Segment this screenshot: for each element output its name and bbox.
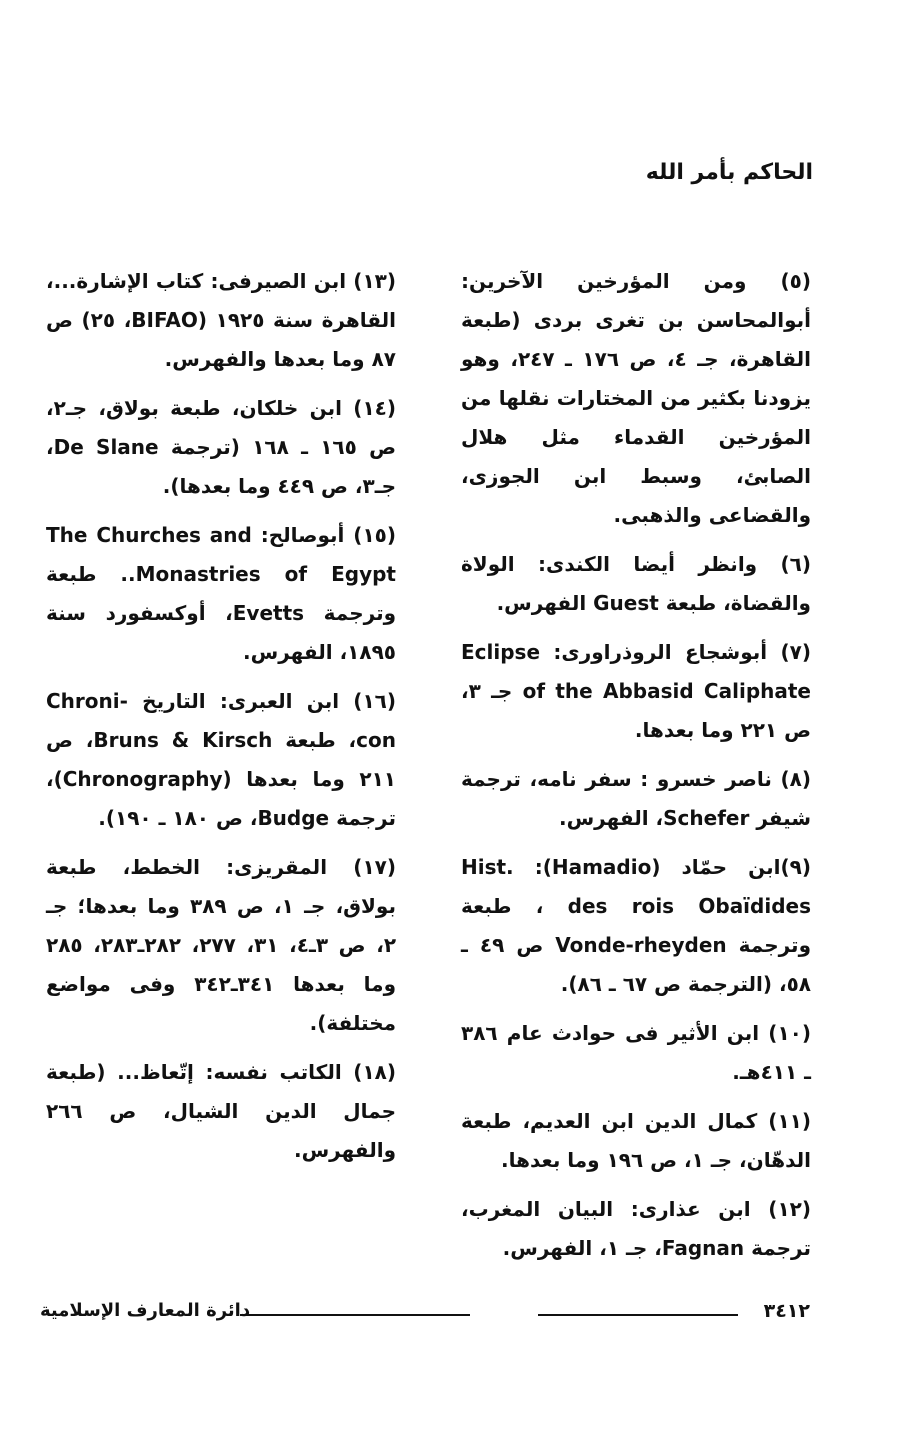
footer-rule-right: [538, 1314, 738, 1316]
footnote-11: (١١) كمال الدين ابن العديم، طبعة الدهّان، جـ ١، ص ١٩٦ وما بعدها.: [461, 1109, 811, 1172]
footnote-12: (١٢) ابن عذارى: البيان المغرب، ترجمة Fagnan، جـ ١، الفهرس.: [461, 1197, 811, 1260]
footnote-16: (١٦) ابن العبرى: التاريخ Chroni-con، طبعة Bruns & Kirsch، ص ٢١١ وما بعدها (Chronography)، ترجمة Budge، ص ١٨٠ ـ ١٩٠).: [46, 689, 396, 830]
footnote-15: (١٥) أبوصالح: The Churches and Monastries of Egypt.. طبعة وترجمة Evetts، أوكسفورد سنة ١٨٩٥، الفهرس.: [46, 523, 397, 664]
footnote-18: (١٨) الكاتب نفسه: إتّعاظ... (طبعة جمال الدين الشيال، ص ٢٦٦ والفهرس.: [46, 1060, 396, 1162]
notes-column-right: [461, 262, 811, 1278]
footnote-8: (٨) ناصر خسرو : سفر نامه، ترجمة شيفر Schefer، الفهرس.: [461, 767, 811, 830]
footnote-9: (٩)ابن حمّاد (Hamadio): Hist. des rois Obaïdides ، طبعة وترجمة Vonde-rheyden ص ٤٩ ـ ٥٨، (الترجمة ص ٦٧ ـ ٨٦).: [461, 855, 811, 996]
footnote-6: (٦) وانظر أيضا الكندى: الولاة والقضاة، طبعة Guest الفهرس.: [461, 552, 811, 615]
footer-rule-left: [240, 1314, 470, 1316]
running-head: الحاكم بأمر الله: [645, 160, 813, 185]
footnote-13: (١٣) ابن الصيرفى: كتاب الإشارة...، القاهرة سنة ١٩٢٥ (BIFAO، ٢٥) ص ٨٧ وما بعدها والفهرس.: [46, 269, 397, 371]
page-number: ٣٤١٢: [763, 1300, 810, 1322]
footnote-17: (١٧) المقريزى: الخطط، طبعة بولاق، جـ ١، ص ٣٨٩ وما بعدها؛ جـ ٢، ص ٣ـ٤، ٣١، ٢٧٧، ٢٨٢ـ٢٨٣، ٢٨٥ وما بعدها ٣٤١ـ٣٤٢ وفى مواضع مختلفة).: [46, 855, 397, 1035]
footnote-7: (٧) أبوشجاع الروذراورى: Eclipse of the Abbasid Caliphate جـ ٣، ص ٢٢١ وما بعدها.: [461, 640, 811, 742]
page-footer: [40, 1300, 810, 1340]
notes-column-left: [46, 262, 396, 1180]
footnote-10: (١٠) ابن الأثير فى حوادث عام ٣٨٦ ـ ٤١١هـ.: [461, 1021, 811, 1084]
journal-title: دائرة المعارف الإسلامية: [40, 1300, 251, 1321]
footnote-14: (١٤) ابن خلكان، طبعة بولاق، جـ٢، ص ١٦٥ ـ ١٦٨ (ترجمة De Slane، جـ٣، ص ٤٤٩ وما بعدها).: [46, 396, 397, 498]
footnote-5: (٥) ومن المؤرخين الآخرين: أبوالمحاسن بن تغرى بردى (طبعة القاهرة، جـ ٤، ص ١٧٦ ـ ٢٤٧، وهو يزودنا بكثير من المختارات نقلها من المؤرخين القدماء مثل هلال الصابئ، وسبط ابن الجوزى، والقضاعى والذهبى.: [461, 269, 811, 527]
